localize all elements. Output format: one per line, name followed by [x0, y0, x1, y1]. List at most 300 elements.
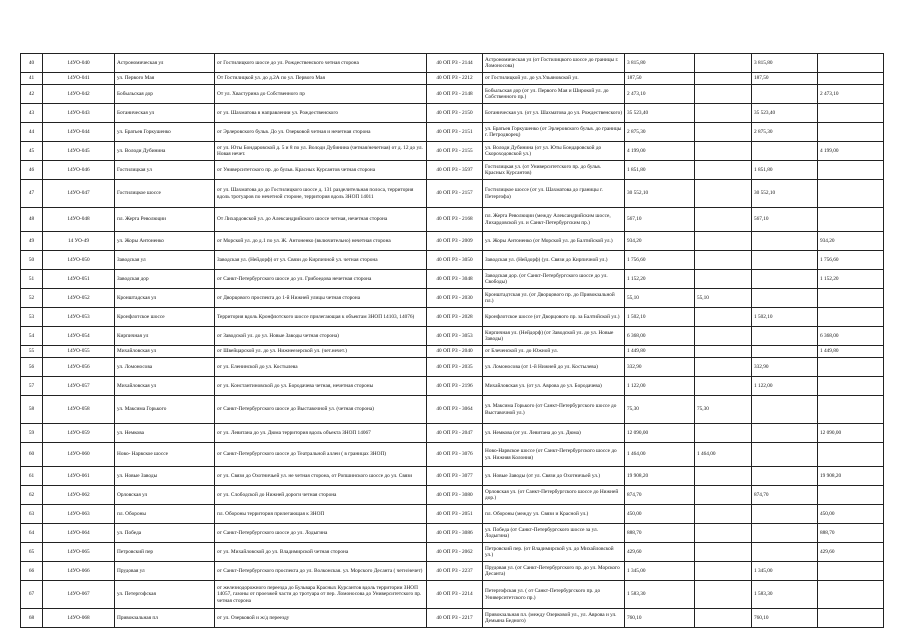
area-col-3-cell: 332,90	[752, 358, 818, 377]
area-col-2-cell	[695, 208, 752, 232]
street-name-cell: Кронфлотское шоссе	[115, 308, 215, 327]
document-page	[20, 53, 884, 628]
area-col-4-cell	[818, 443, 884, 467]
total-area-cell: 12 090,00	[625, 424, 695, 443]
area-col-4-cell	[818, 581, 884, 609]
row-number-cell: 48	[21, 208, 43, 232]
area-col-3-cell	[752, 467, 818, 486]
area-col-2-cell	[695, 104, 752, 123]
street-name-cell: ул. Жоры Антоненко	[115, 232, 215, 251]
road-extent-cell: Привокзальная пл. (между Озерковой ул., ул. Аврова и ул. Демьяна Бедного)	[483, 609, 625, 628]
area-col-2-cell	[695, 524, 752, 543]
row-number-cell: 61	[21, 467, 43, 486]
total-area-cell: 1 122,00	[625, 377, 695, 396]
area-col-3-cell	[752, 524, 818, 543]
object-code-cell: 14УО-046	[43, 161, 115, 180]
object-code-cell: 14УО-054	[43, 327, 115, 346]
area-description-cell: От ул. Хвастурина до Собственного пр	[215, 85, 427, 104]
area-description-cell: от ул. Михайловской до ул. Владимирской четная сторона	[215, 543, 427, 562]
object-code-cell: 14УО-055	[43, 346, 115, 358]
area-description-cell: от ул. Озерковой и ж/д переезду	[215, 609, 427, 628]
row-number-cell: 66	[21, 562, 43, 581]
area-col-2-cell	[695, 377, 752, 396]
street-name-cell: Михайловская ул	[115, 377, 215, 396]
total-area-cell: 1 502,10	[625, 308, 695, 327]
area-description-cell: Заводская ул. (Нейдорф) от ул. Связи до Кирпичной ул. четная сторона	[215, 251, 427, 270]
table-row	[21, 486, 884, 505]
area-col-3-cell	[752, 85, 818, 104]
area-description-cell: Территория вдоль Кронфлотского шоссе прилегающая к объектам ЗНОП 14103, 14076)	[215, 308, 427, 327]
object-code-cell: 14УО-048	[43, 208, 115, 232]
table-row	[21, 251, 884, 270]
object-code-cell: 14УО-042	[43, 85, 115, 104]
registry-number-cell: 40 ОП РЗ - 3050	[427, 251, 483, 270]
road-extent-cell: Ново-Нарвское шоссе (от Санкт-Петербургского шоссе до ул. Нижняя Колония)	[483, 443, 625, 467]
road-extent-cell: Гостилицкая ул. (от Университетского пр. до бульв. Красных Курсантов)	[483, 161, 625, 180]
street-name-cell: Гостилицкая ул	[115, 161, 215, 180]
street-name-cell: Бобыльская дор	[115, 85, 215, 104]
object-code-cell: 14УО-068	[43, 609, 115, 628]
area-description-cell: от Санкт-Петербургского шоссе до ул. Лодыгина	[215, 524, 427, 543]
street-name-cell: ул. Немкова	[115, 424, 215, 443]
road-extent-cell: от Блеченской ул. до Южной ул.	[483, 346, 625, 358]
area-description-cell: от ул. Связи до Охотничьей ул. не четная сторона, от Ропшинского шоссе до ул. Связи	[215, 467, 427, 486]
row-number-cell: 50	[21, 251, 43, 270]
area-col-4-cell	[818, 180, 884, 208]
registry-number-cell: 40 ОП РЗ - 2155	[427, 142, 483, 161]
row-number-cell: 44	[21, 123, 43, 142]
registry-number-cell: 40 ОП РЗ - 2047	[427, 424, 483, 443]
area-col-2-cell	[695, 505, 752, 524]
area-col-2-cell	[695, 251, 752, 270]
row-number-cell: 41	[21, 73, 43, 85]
road-extent-cell: Ботаническая ул. (от ул. Шахматова до ул. Рождественского)	[483, 104, 625, 123]
object-code-cell: 14УО-066	[43, 562, 115, 581]
area-col-4-cell: 450,00	[818, 505, 884, 524]
area-col-3-cell: 2 875,30	[752, 123, 818, 142]
area-col-3-cell: 760,10	[752, 609, 818, 628]
table-row	[21, 424, 884, 443]
total-area-cell: 1 851,80	[625, 161, 695, 180]
table-row	[21, 377, 884, 396]
row-number-cell: 63	[21, 505, 43, 524]
row-number-cell: 47	[21, 180, 43, 208]
area-description-cell: от Дворцового проспекта до 1-й Нижней улицы четная сторона	[215, 289, 427, 308]
area-col-4-cell	[818, 308, 884, 327]
area-col-3-cell: 567,10	[752, 208, 818, 232]
area-description-cell: от Санкт-Петербургского шоссе до ул. Грибоедова нечетная сторона	[215, 270, 427, 289]
row-number-cell: 65	[21, 543, 43, 562]
roads-table	[20, 53, 884, 628]
area-col-2-cell: 1 464,00	[695, 443, 752, 467]
total-area-cell: 888,70	[625, 524, 695, 543]
area-col-2-cell	[695, 562, 752, 581]
area-col-3-cell	[752, 505, 818, 524]
registry-number-cell: 40 ОП РЗ - 2150	[427, 104, 483, 123]
area-col-4-cell: 2 473,10	[818, 85, 884, 104]
object-code-cell: 14 УО-49	[43, 232, 115, 251]
total-area-cell: 760,10	[625, 609, 695, 628]
street-name-cell: Заводская ул	[115, 251, 215, 270]
table-row	[21, 524, 884, 543]
area-col-4-cell: 888,70	[818, 524, 884, 543]
row-number-cell: 57	[21, 377, 43, 396]
total-area-cell: 30 552,10	[625, 180, 695, 208]
area-col-3-cell	[752, 443, 818, 467]
area-col-4-cell	[818, 73, 884, 85]
area-col-3-cell	[752, 424, 818, 443]
row-number-cell: 51	[21, 270, 43, 289]
registry-number-cell: 40 ОП РЗ - 2035	[427, 358, 483, 377]
area-description-cell: от Заводской ул. до ул. Новые Заводы четная сторона)	[215, 327, 427, 346]
area-col-2-cell	[695, 232, 752, 251]
total-area-cell: 4 199,00	[625, 142, 695, 161]
area-col-3-cell	[752, 346, 818, 358]
area-col-2-cell	[695, 346, 752, 358]
table-row	[21, 85, 884, 104]
registry-number-cell: 40 ОП РЗ - 2168	[427, 208, 483, 232]
total-area-cell: 2 875,30	[625, 123, 695, 142]
street-name-cell: Астрономическая ул	[115, 54, 215, 73]
street-name-cell: ул. Братьев Горкушенко	[115, 123, 215, 142]
total-area-cell: 2 473,10	[625, 85, 695, 104]
row-number-cell: 46	[21, 161, 43, 180]
table-row	[21, 562, 884, 581]
street-name-cell: Михайловская ул	[115, 346, 215, 358]
object-code-cell: 14УО-067	[43, 581, 115, 609]
area-col-3-cell	[752, 232, 818, 251]
area-col-3-cell: 1 345,00	[752, 562, 818, 581]
table-row	[21, 73, 884, 85]
total-area-cell: 1 345,00	[625, 562, 695, 581]
total-area-cell: 332,90	[625, 358, 695, 377]
road-extent-cell: ул. Володи Дубинина (от ул. Юты Бондаровской до Скороходовской ул.)	[483, 142, 625, 161]
total-area-cell: 1 756,60	[625, 251, 695, 270]
registry-number-cell: 40 ОП РЗ - 2148	[427, 85, 483, 104]
object-code-cell: 14УО-058	[43, 396, 115, 424]
area-col-3-cell: 1 851,80	[752, 161, 818, 180]
registry-number-cell: 40 ОП РЗ - 3080	[427, 486, 483, 505]
object-code-cell: 14УО-053	[43, 308, 115, 327]
table-row	[21, 289, 884, 308]
road-extent-cell: Михайловская ул. (от ул. Аврова до ул. Бородачева)	[483, 377, 625, 396]
street-name-cell: Кирпичная ул	[115, 327, 215, 346]
area-col-2-cell	[695, 486, 752, 505]
registry-number-cell: 40 ОП РЗ - 2030	[427, 289, 483, 308]
road-extent-cell: ул. Победа (от Санкт-Петербургского шоссе за ул. Лодыгина)	[483, 524, 625, 543]
total-area-cell: 3 815,80	[625, 54, 695, 73]
table-row	[21, 505, 884, 524]
road-extent-cell: Кирпичная ул. (Нейдорф) (от Заводской ул. до ул. Новые Заводы)	[483, 327, 625, 346]
area-col-4-cell	[818, 54, 884, 73]
area-col-2-cell	[695, 308, 752, 327]
road-extent-cell: ул. Максима Горького (от Санкт-Петербургского шоссе до Выставочной ул.)	[483, 396, 625, 424]
table-row	[21, 543, 884, 562]
table-row	[21, 104, 884, 123]
area-description-cell: от ул. Еленинской до ул. Костылева	[215, 358, 427, 377]
area-col-3-cell	[752, 270, 818, 289]
road-extent-cell: Заводская ул. (Нейдорф) (ул. Связи до Кирпичной ул.)	[483, 251, 625, 270]
area-col-4-cell	[818, 123, 884, 142]
object-code-cell: 14УО-062	[43, 486, 115, 505]
area-col-4-cell	[818, 161, 884, 180]
row-number-cell: 40	[21, 54, 43, 73]
table-row	[21, 609, 884, 628]
area-description-cell: от Гостилицкого шоссе до ул. Рождественского четная сторона	[215, 54, 427, 73]
area-col-4-cell: 6 368,00	[818, 327, 884, 346]
registry-number-cell: 40 ОП РЗ - 3086	[427, 524, 483, 543]
total-area-cell: 1 464,00	[625, 443, 695, 467]
street-name-cell: пл. Обороны	[115, 505, 215, 524]
street-name-cell: Ботаническая ул	[115, 104, 215, 123]
area-description-cell: от ул. Шахматова в направлении ул. Рождественского	[215, 104, 427, 123]
total-area-cell: 1 152,20	[625, 270, 695, 289]
object-code-cell: 14УО-041	[43, 73, 115, 85]
area-col-4-cell	[818, 358, 884, 377]
object-code-cell: 14УО-063	[43, 505, 115, 524]
table-row	[21, 327, 884, 346]
area-col-4-cell	[818, 562, 884, 581]
object-code-cell: 14УО-045	[43, 142, 115, 161]
area-col-2-cell	[695, 54, 752, 73]
area-col-4-cell: 934,20	[818, 232, 884, 251]
area-col-2-cell: 55,10	[695, 289, 752, 308]
table-row	[21, 467, 884, 486]
area-description-cell: от Морской ул. до д.1 по ул. Ж. Антоненко (включительно) нечетная сторона	[215, 232, 427, 251]
area-description-cell: от ул. Шахматова до до Гостилицкого шоссе д. 131 разделительная полоса, территория вдоль тротуаров по нечетной стороне, территория вдоль ЗНОП 14011	[215, 180, 427, 208]
object-code-cell: 14УО-059	[43, 424, 115, 443]
total-area-cell: 874,70	[625, 486, 695, 505]
area-description-cell: от ул. Слободской до Нижней дороги четная сторона	[215, 486, 427, 505]
area-col-4-cell: 12 090,00	[818, 424, 884, 443]
road-extent-cell: ул. Новые Заводы (от ул. Связи до Охотничьей ул.)	[483, 467, 625, 486]
area-col-3-cell: 1 502,10	[752, 308, 818, 327]
row-number-cell: 45	[21, 142, 43, 161]
street-name-cell: Кронштадская ул	[115, 289, 215, 308]
table-row	[21, 270, 884, 289]
area-col-3-cell: 874,70	[752, 486, 818, 505]
registry-number-cell: 40 ОП РЗ - 3053	[427, 327, 483, 346]
area-col-2-cell	[695, 327, 752, 346]
road-extent-cell: Заводская дор. (от Санкт-Петербургского шоссе до ул. Свободы)	[483, 270, 625, 289]
area-description-cell: от Эрлеровского бульв. До ул. Озерковой четная и нечетная сторона	[215, 123, 427, 142]
road-extent-cell: Петровский пер. (от Владимирской ул. до Михайловской ул.)	[483, 543, 625, 562]
area-description-cell: От Лихардовской ул. до Александрийского шоссе четная, нечетная сторона	[215, 208, 427, 232]
street-name-cell: Петровский пер	[115, 543, 215, 562]
row-number-cell: 54	[21, 327, 43, 346]
area-col-3-cell: 30 552,10	[752, 180, 818, 208]
area-col-2-cell	[695, 609, 752, 628]
area-col-2-cell	[695, 73, 752, 85]
object-code-cell: 14УО-044	[43, 123, 115, 142]
object-code-cell: 14УО-051	[43, 270, 115, 289]
road-extent-cell: Кронфлотское шоссе (от Дворцового пр. за Балтийской ул.)	[483, 308, 625, 327]
area-col-4-cell: 429,60	[818, 543, 884, 562]
table-row	[21, 54, 884, 73]
area-col-2-cell	[695, 161, 752, 180]
area-col-3-cell: 3 815,80	[752, 54, 818, 73]
street-name-cell: ул. Первого Мая	[115, 73, 215, 85]
area-col-2-cell	[695, 142, 752, 161]
total-area-cell: 934,20	[625, 232, 695, 251]
row-number-cell: 53	[21, 308, 43, 327]
table-row	[21, 396, 884, 424]
area-col-2-cell	[695, 581, 752, 609]
object-code-cell: 14УО-050	[43, 251, 115, 270]
table-row	[21, 358, 884, 377]
road-extent-cell: ул. Братьев Горкушенко (от Эрлеровского бульв. до границы г. Петродворец)	[483, 123, 625, 142]
road-extent-cell: Петергофская ул. ( от Санкт-Петербургского пр. до Университетского пр.)	[483, 581, 625, 609]
registry-number-cell: 40 ОП РЗ - 3064	[427, 396, 483, 424]
object-code-cell: 14УО-065	[43, 543, 115, 562]
total-area-cell: 6 368,00	[625, 327, 695, 346]
area-description-cell: от Университетского пр. до бульв. Красных Курсантов четная сторона	[215, 161, 427, 180]
road-extent-cell: пл. Обороны (между ул. Связи и Красной ул.)	[483, 505, 625, 524]
row-number-cell: 62	[21, 486, 43, 505]
road-extent-cell: ул. Ломоносова (от 1-й Нижней до ул. Костылева)	[483, 358, 625, 377]
object-code-cell: 14УО-060	[43, 443, 115, 467]
area-col-4-cell: 1 756,60	[818, 251, 884, 270]
total-area-cell: 450,00	[625, 505, 695, 524]
area-description-cell: от ул. Константиновской до ул. Бородачева четная, нечетная стороны	[215, 377, 427, 396]
registry-number-cell: 40 ОП РЗ - 3077	[427, 467, 483, 486]
table-row	[21, 208, 884, 232]
registry-number-cell: 40 ОП РЗ - 2062	[427, 543, 483, 562]
area-col-2-cell	[695, 543, 752, 562]
object-code-cell: 14УО-061	[43, 467, 115, 486]
area-col-2-cell	[695, 123, 752, 142]
area-col-4-cell	[818, 396, 884, 424]
area-col-3-cell	[752, 251, 818, 270]
area-col-2-cell	[695, 85, 752, 104]
row-number-cell: 68	[21, 609, 43, 628]
table-row	[21, 581, 884, 609]
object-code-cell: 14УО-064	[43, 524, 115, 543]
registry-number-cell: 40 ОП РЗ - 3048	[427, 270, 483, 289]
registry-number-cell: 40 ОП РЗ - 3597	[427, 161, 483, 180]
table-row	[21, 232, 884, 251]
street-name-cell: ул. Новые Заводы	[115, 467, 215, 486]
object-code-cell: 14УО-047	[43, 180, 115, 208]
road-extent-cell: Орловская ул. (от Санкт-Петербургского шоссе до Нижней дор.)	[483, 486, 625, 505]
street-name-cell: Прудовая ул	[115, 562, 215, 581]
area-description-cell: От Гостилицкой ул. до д.2А по ул. Первого Мая	[215, 73, 427, 85]
area-col-3-cell: 1 583,30	[752, 581, 818, 609]
table-row	[21, 161, 884, 180]
area-col-2-cell	[695, 467, 752, 486]
area-col-3-cell	[752, 543, 818, 562]
area-description-cell: от железнодорожного переезда до Бульвара Красных Курсантов вдоль территории ЗНОП 14057, газоны от проезжей части до тротуара от пер. Ломоносова до Университетского пр. четная сторона	[215, 581, 427, 609]
area-description-cell: от Санкт-Петербургского шоссе до Театральной аллеи ( в границах ЗНОП)	[215, 443, 427, 467]
registry-number-cell: 40 ОП РЗ - 3076	[427, 443, 483, 467]
area-col-4-cell	[818, 609, 884, 628]
row-number-cell: 49	[21, 232, 43, 251]
row-number-cell: 58	[21, 396, 43, 424]
total-area-cell: 187,50	[625, 73, 695, 85]
object-code-cell: 14УО-056	[43, 358, 115, 377]
area-col-4-cell: 1 449,80	[818, 346, 884, 358]
street-name-cell: ул. Победа	[115, 524, 215, 543]
row-number-cell: 55	[21, 346, 43, 358]
area-description-cell: от ул. Юты Бондаровской д. 5 и 8 по ул. Володи Дубинина (четная/нечетная) от д. 12 до ул. Новая нечет.	[215, 142, 427, 161]
area-col-4-cell: 4 199,00	[818, 142, 884, 161]
road-extent-cell: Гостилицкое шоссе (от ул. Шахматова до границы г. Петергофа)	[483, 180, 625, 208]
street-name-cell: пл. Жерта Революции	[115, 208, 215, 232]
area-description-cell: от Санкт-Петербургского шоссе до Выставочной ул. (четная сторона)	[215, 396, 427, 424]
area-col-4-cell: 1 152,20	[818, 270, 884, 289]
row-number-cell: 56	[21, 358, 43, 377]
area-col-2-cell	[695, 180, 752, 208]
registry-number-cell: 40 ОП РЗ - 2217	[427, 609, 483, 628]
area-col-2-cell	[695, 270, 752, 289]
registry-number-cell: 40 ОП РЗ - 2214	[427, 581, 483, 609]
table-body	[21, 54, 884, 628]
street-name-cell: Гостилицкое шоссе	[115, 180, 215, 208]
area-col-4-cell: 19 908,20	[818, 467, 884, 486]
table-row	[21, 142, 884, 161]
row-number-cell: 43	[21, 104, 43, 123]
registry-number-cell: 40 ОП РЗ - 2212	[427, 73, 483, 85]
total-area-cell: 75,30	[625, 396, 695, 424]
total-area-cell: 567,10	[625, 208, 695, 232]
area-description-cell: пл. Обороны территория прилегающая к ЗНОП	[215, 505, 427, 524]
street-name-cell: ул. Максима Горького	[115, 396, 215, 424]
object-code-cell: 14УО-043	[43, 104, 115, 123]
total-area-cell: 19 908,20	[625, 467, 695, 486]
row-number-cell: 67	[21, 581, 43, 609]
area-col-3-cell: 187,50	[752, 73, 818, 85]
table-row	[21, 180, 884, 208]
road-extent-cell: от Гостилицкой ул. до ул.Ульяновской ул.	[483, 73, 625, 85]
area-col-2-cell: 75,30	[695, 396, 752, 424]
registry-number-cell: 40 ОП РЗ - 2151	[427, 123, 483, 142]
area-description-cell: от Санкт-Петербургского проспекта до ул. Волконская. ул. Морского Десанта ( четн/нечет)	[215, 562, 427, 581]
table-row	[21, 123, 884, 142]
area-col-3-cell: 1 122,00	[752, 377, 818, 396]
registry-number-cell: 40 ОП РЗ - 2040	[427, 346, 483, 358]
street-name-cell: Орловская ул	[115, 486, 215, 505]
registry-number-cell: 40 ОП РЗ - 2237	[427, 562, 483, 581]
street-name-cell: Ново- Нарвское шоссе	[115, 443, 215, 467]
registry-number-cell: 40 ОП РЗ - 2144	[427, 54, 483, 73]
total-area-cell: 1 449,80	[625, 346, 695, 358]
area-col-4-cell	[818, 104, 884, 123]
area-col-4-cell	[818, 208, 884, 232]
area-col-3-cell	[752, 289, 818, 308]
table-row	[21, 308, 884, 327]
road-extent-cell: Бобыльская дор (от ул. Первого Мая и Широкой ул. до Собственного пр.)	[483, 85, 625, 104]
row-number-cell: 59	[21, 424, 43, 443]
area-description-cell: от Швейцарской ул. до ул. Нижнеезерской ул. (чет.нечет.)	[215, 346, 427, 358]
street-name-cell: ул. Петергофская	[115, 581, 215, 609]
area-col-2-cell	[695, 358, 752, 377]
table-row	[21, 443, 884, 467]
area-description-cell: от ул. Левитана до ул. Дюма территория вдоль объекта ЗНОП 14067	[215, 424, 427, 443]
row-number-cell: 60	[21, 443, 43, 467]
object-code-cell: 14УО-040	[43, 54, 115, 73]
total-area-cell: 429,60	[625, 543, 695, 562]
row-number-cell: 64	[21, 524, 43, 543]
registry-number-cell: 40 ОП РЗ - 2009	[427, 232, 483, 251]
object-code-cell: 14УО-052	[43, 289, 115, 308]
street-name-cell: Заводская дор	[115, 270, 215, 289]
road-extent-cell: Прудовая ул. (от Санкт-Петербургского пр. до ул. Морского Десанта)	[483, 562, 625, 581]
area-col-4-cell	[818, 486, 884, 505]
area-col-3-cell: 35 523,40	[752, 104, 818, 123]
area-col-2-cell	[695, 424, 752, 443]
total-area-cell: 35 523,40	[625, 104, 695, 123]
area-col-3-cell	[752, 142, 818, 161]
